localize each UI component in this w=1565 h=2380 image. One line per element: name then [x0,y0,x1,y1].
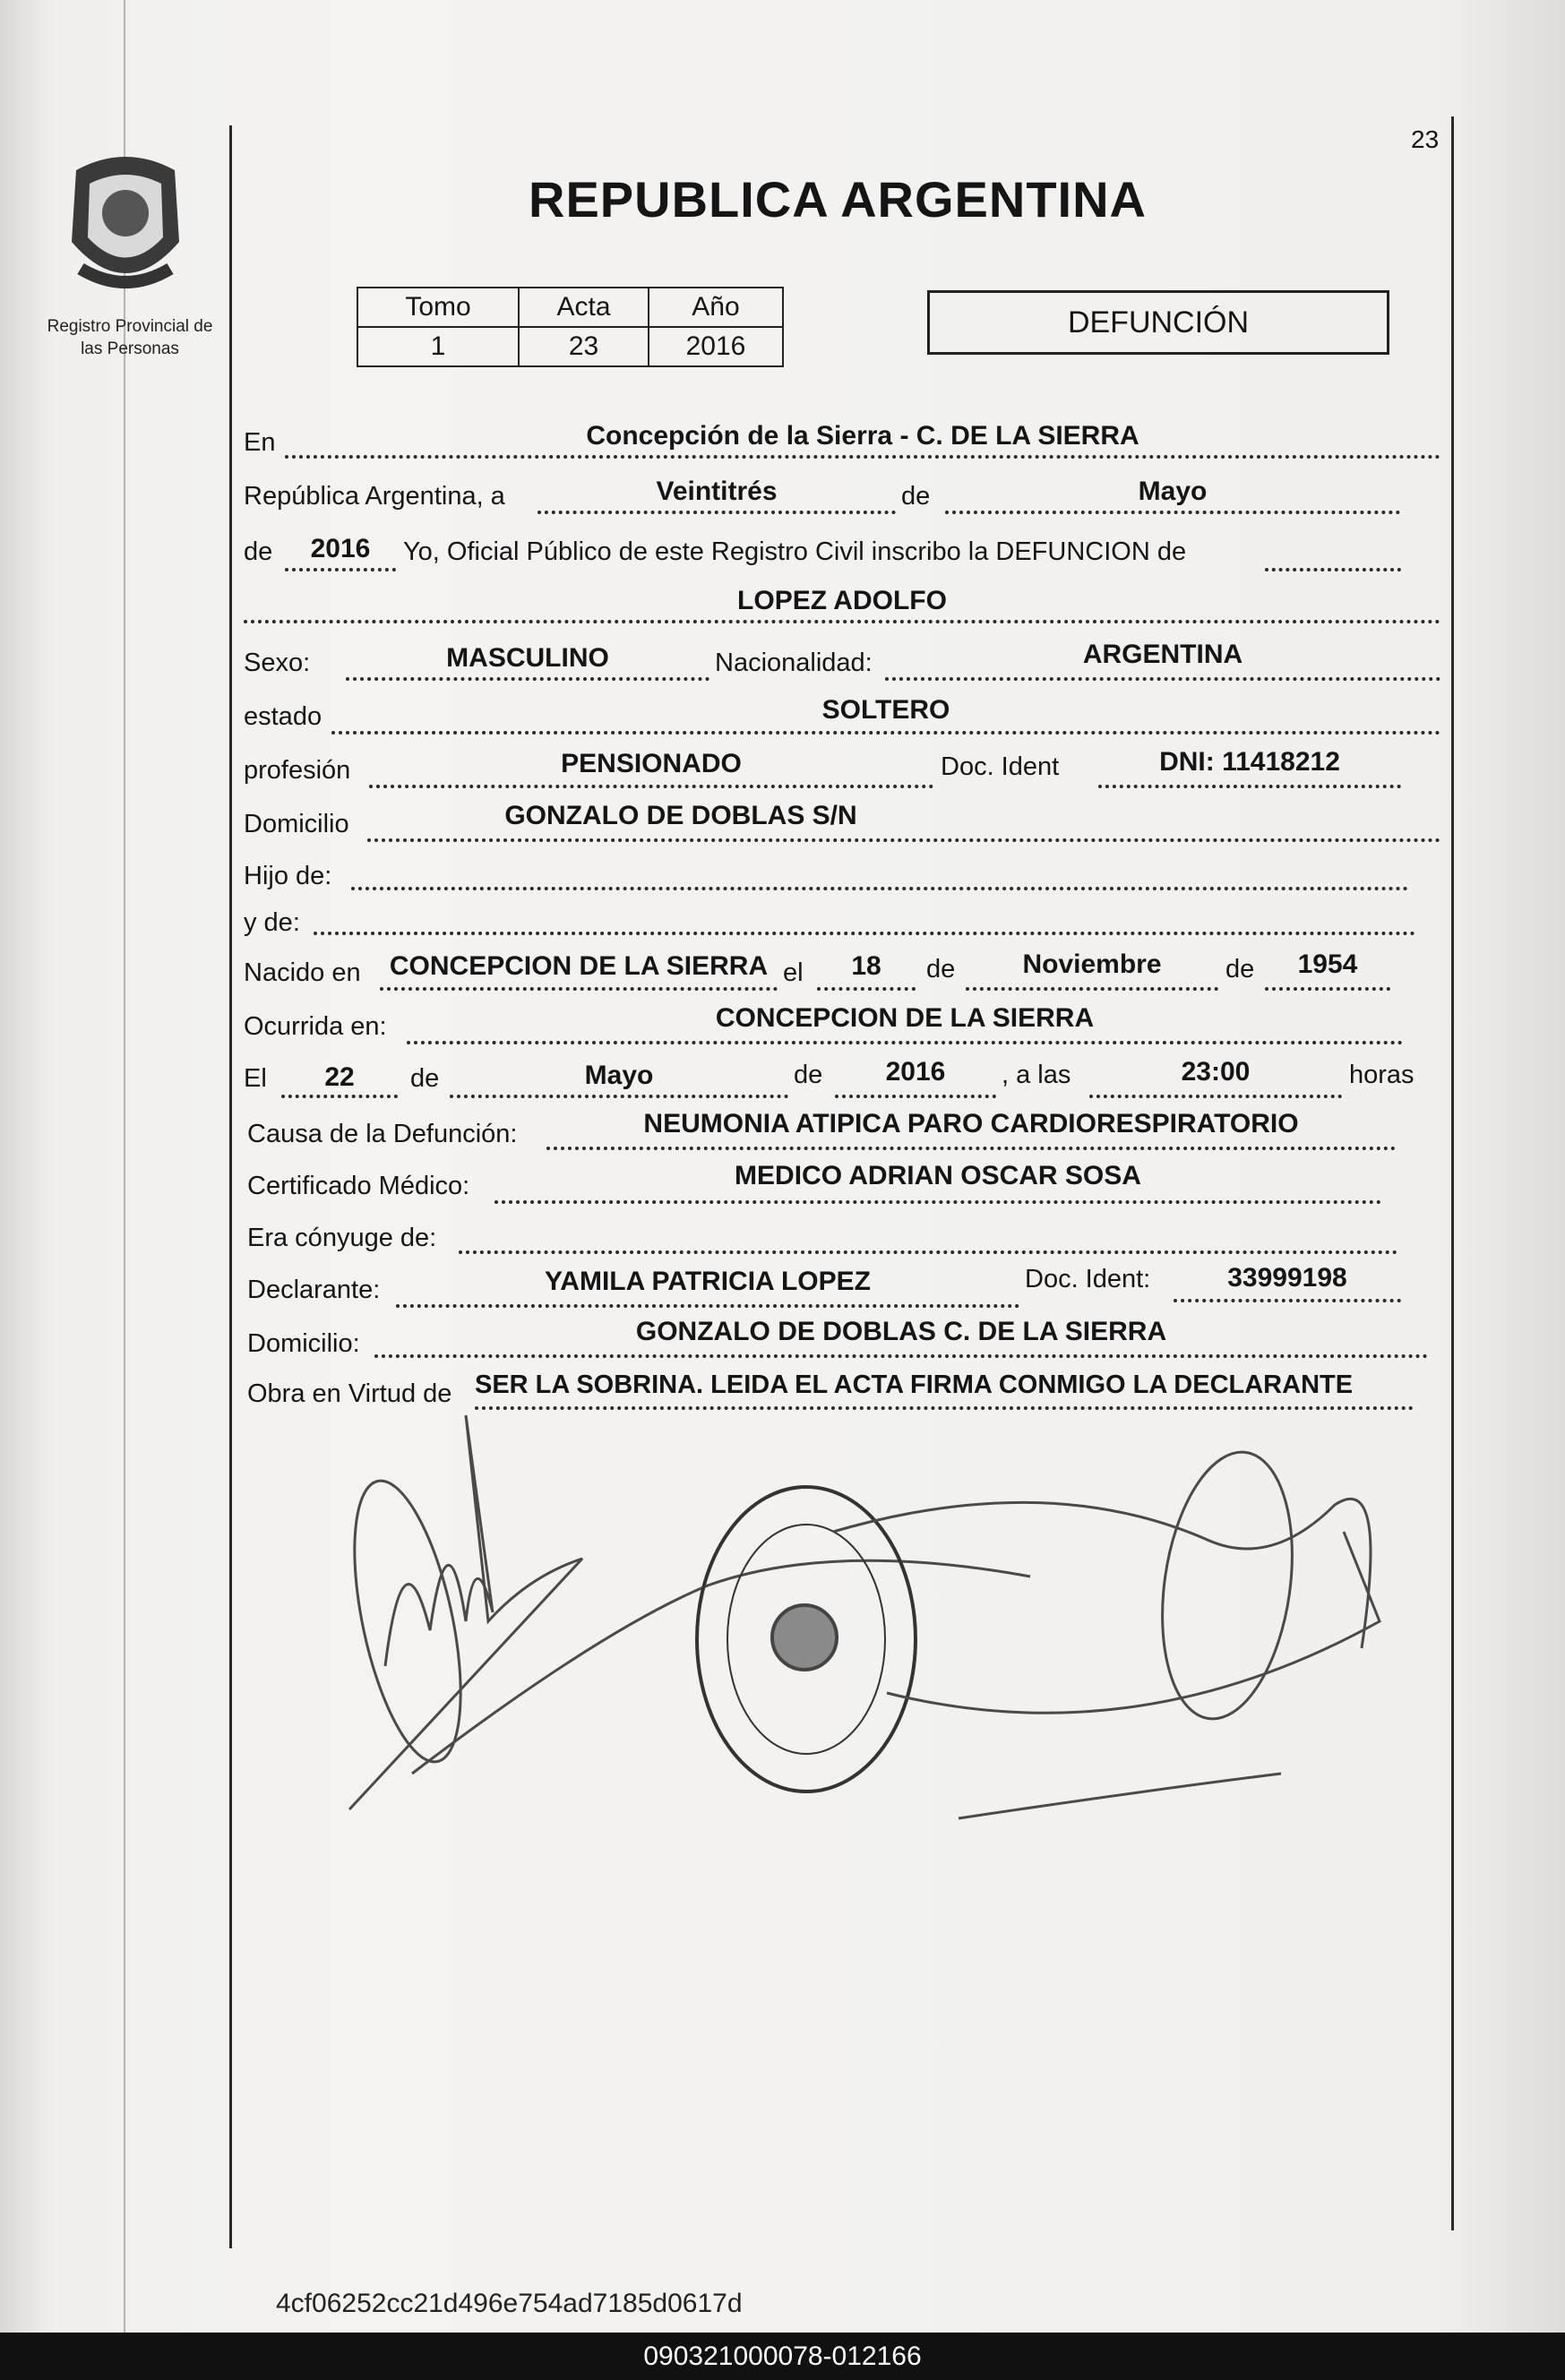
de-label-4: de [1225,955,1255,984]
year-value: 2016 [310,534,371,563]
doc2-dots [1174,1299,1401,1302]
ocurrida-label: Ocurrida en: [244,1012,387,1041]
doc-value: DNI: 11418212 [1159,747,1340,777]
causa-dots [546,1147,1396,1150]
def-anio-dots [835,1095,996,1098]
ocurrida-dots [407,1041,1403,1044]
doc2-value: 33999198 [1227,1263,1347,1293]
nac-anio-value: 1954 [1297,949,1358,979]
registry-line-1: Registro Provincial de [47,317,213,336]
day-dots [537,511,896,514]
nacionalidad-value: ARGENTINA [1082,640,1243,669]
profesion-label: profesión [244,756,351,785]
right-margin-line [1451,116,1454,2230]
certificado-dots [494,1200,1381,1204]
doc2-label: Doc. Ident: [1025,1265,1151,1293]
doc-dots [1098,785,1401,788]
nac-mes-dots [966,987,1218,991]
month-dots [945,511,1400,514]
barcode-footer: 090321000078-012166 [0,2333,1565,2380]
registry-line-2: las Personas [81,339,179,358]
registry-caption [36,315,224,360]
hora-value: 23:00 [1181,1057,1251,1087]
tomo-value: 1 [357,327,519,366]
domicilio2-dots [374,1354,1428,1358]
obra-value: SER LA SOBRINA. LEIDA EL ACTA FIRMA CONMIGO LA DECLARANTE [475,1370,1354,1399]
domicilio2-value: GONZALO DE DOBLAS C. DE LA SIERRA [635,1317,1167,1346]
sexo-label: Sexo: [244,649,311,677]
horas-label: horas [1349,1061,1415,1089]
name-dots [244,620,1440,623]
acta-value: 23 [519,327,649,366]
def-mes-value: Mayo [584,1061,654,1090]
certificado-value: MEDICO ADRIAN OSCAR SOSA [735,1161,1141,1190]
hijo-label: Hijo de: [244,862,332,890]
doc-label: Doc. Ident [941,752,1060,781]
yo-text: Yo, Oficial Público de este Registro Civil inscribo la DEFUNCION de [403,537,1187,566]
nacido-lugar-value: CONCEPCION DE LA SIERRA [389,951,769,981]
anio-value: 2016 [649,327,783,366]
nac-dia-dots [817,987,916,991]
el-label: el [783,958,804,987]
en-dots [285,455,1440,459]
obra-label: Obra en Virtud de [247,1379,452,1408]
official-stamp [697,1487,916,1791]
document-title: REPUBLICA ARGENTINA [529,171,1147,228]
yde-dots [314,932,1415,935]
tomo-label: Tomo [357,288,519,327]
province-seal-logo [63,143,188,300]
record-reference-table [357,287,784,367]
nac-anio-dots [1265,987,1390,991]
signatures-and-stamp [331,1397,1442,1863]
domicilio-value: GONZALO DE DOBLAS S/N [504,801,857,830]
nac-dia-value: 18 [851,951,881,981]
domicilio-dots [367,838,1440,842]
estado-dots [331,731,1440,735]
nacionalidad-label: Nacionalidad: [715,649,873,677]
deceased-name: LOPEZ ADOLFO [737,586,947,615]
document-hash: 4cf06252cc21d496e754ad7185d0617d [276,2289,743,2318]
yde-label: y de: [244,908,300,937]
certificado-label: Certificado Médico: [247,1172,470,1200]
def-anio-value: 2016 [885,1057,946,1087]
year-dots [285,568,396,571]
profesion-value: PENSIONADO [561,749,742,778]
def-dia-value: 22 [324,1062,355,1092]
nacionalidad-dots [885,677,1440,681]
month-value: Mayo [1138,477,1208,506]
page-number: 23 [1411,125,1440,153]
anio-label: Año [649,288,783,327]
record-type-box: DEFUNCIÓN [927,290,1389,355]
domicilio2-label: Domicilio: [247,1329,360,1358]
def-dia-dots [281,1095,398,1098]
de-label-6: de [794,1061,823,1089]
conyuge-dots [459,1250,1397,1254]
hijo-dots [351,887,1408,890]
causa-label: Causa de la Defunción: [247,1120,518,1148]
de-label-5: de [410,1064,440,1093]
profesion-dots [369,785,933,788]
left-margin-line [229,125,232,2248]
estado-label: estado [244,702,322,731]
republica-label: República Argentina, a [244,482,505,511]
El-label: El [244,1064,267,1093]
estado-value: SOLTERO [821,695,950,725]
nacido-lugar-dots [380,987,778,991]
ocurrida-value: CONCEPCION DE LA SIERRA [715,1003,1095,1033]
sexo-value: MASCULINO [446,643,609,673]
acta-label: Acta [519,288,649,327]
de-label-2: de [244,537,273,566]
yo-dots [1265,568,1401,571]
declarante-value: YAMILA PATRICIA LOPEZ [545,1267,871,1296]
en-label: En [244,428,276,457]
declarant-signature [334,1415,1030,1809]
domicilio-label: Domicilio [244,810,349,838]
alas-label: , a las [1002,1061,1071,1089]
de-label-1: de [901,482,931,511]
sexo-dots [346,677,709,681]
declarante-dots [396,1304,1019,1308]
de-label-3: de [926,955,956,984]
nac-mes-value: Noviembre [1022,949,1162,979]
def-mes-dots [450,1095,788,1098]
hora-dots [1089,1095,1342,1098]
declarante-label: Declarante: [247,1276,381,1304]
en-value: Concepción de la Sierra - C. DE LA SIERRA [586,421,1139,451]
causa-value: NEUMONIA ATIPICA PARO CARDIORESPIRATORIO [643,1109,1299,1138]
day-word-value: Veintitrés [656,477,778,506]
conyuge-label: Era cónyuge de: [247,1224,437,1252]
nacido-label: Nacido en [244,958,361,987]
